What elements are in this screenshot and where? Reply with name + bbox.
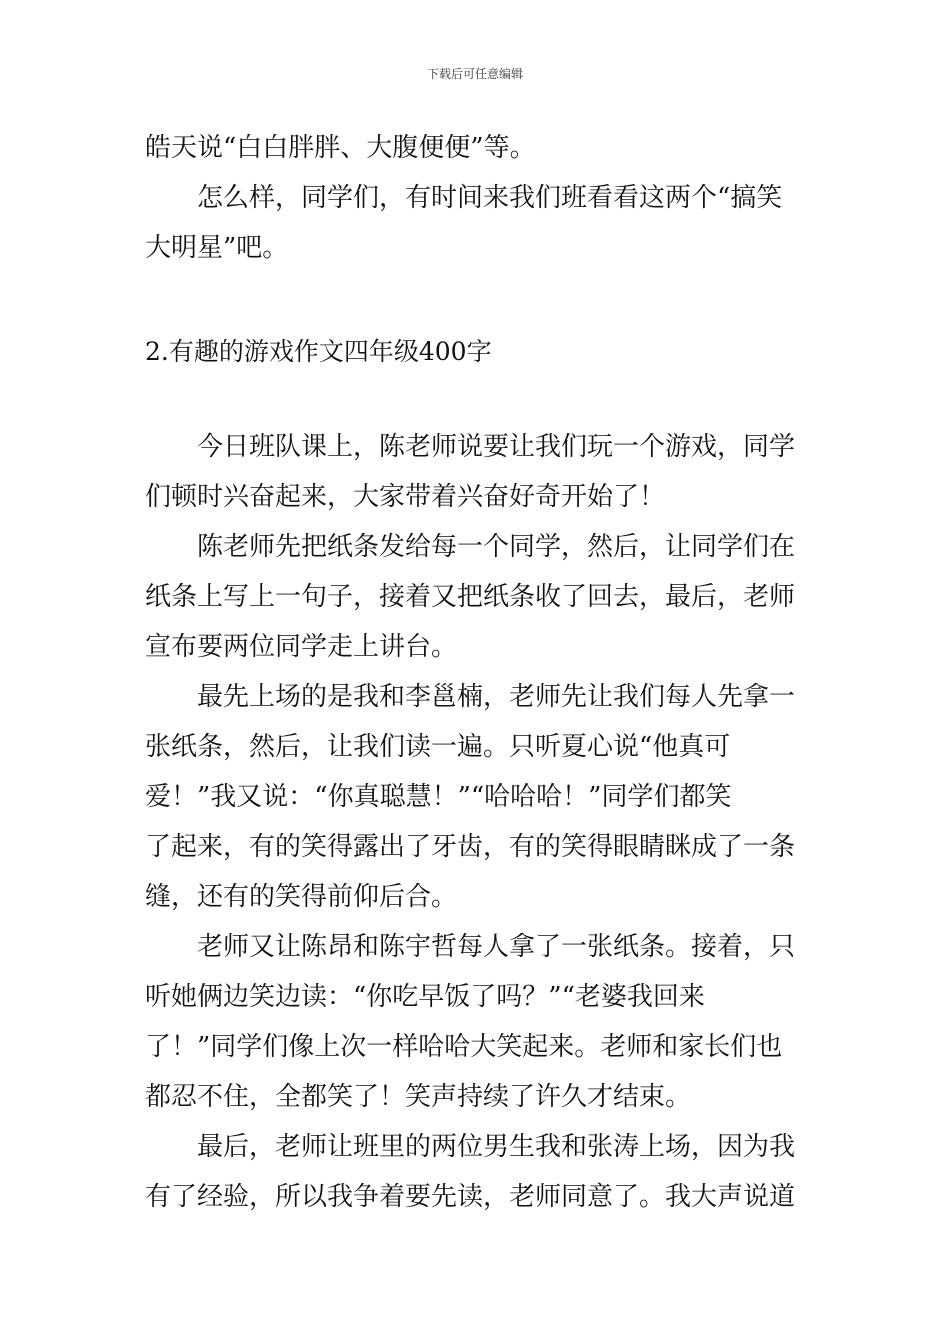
- text-line: 了！”同学们像上次一样哈哈大笑起来。老师和家长们也: [145, 1032, 783, 1062]
- text-line: 最后，老师让班里的两位男生我和张涛上场，因为我: [145, 1132, 796, 1162]
- text-line: 纸条上写上一句子，接着又把纸条收了回去，最后，老师: [145, 582, 796, 612]
- text-line: 大明星”吧。: [145, 233, 289, 263]
- text-line: 了起来，有的笑得露出了牙齿，有的笑得眼睛眯成了一条: [145, 832, 796, 862]
- text-line: 都忍不住，全都笑了！笑声持续了许久才结束。: [145, 1082, 692, 1112]
- text-line: 们顿时兴奋起来，大家带着兴奋好奇开始了！: [145, 482, 666, 512]
- text-line: 宣布要两位同学走上讲台。: [145, 632, 458, 662]
- text-line: 陈老师先把纸条发给每一个同学，然后，让同学们在: [145, 532, 796, 562]
- text-line: 怎么样，同学们，有时间来我们班看看这两个“搞笑: [145, 183, 783, 213]
- text-line: 张纸条，然后，让我们读一遍。只听夏心说“他真可: [145, 732, 731, 762]
- text-line: 爱！”我又说：“你真聪慧！”“哈哈哈！”同学们都笑: [145, 782, 732, 812]
- text-line: 皓天说“白白胖胖、大腹便便”等。: [145, 133, 536, 163]
- text-line: 缝，还有的笑得前仰后合。: [145, 882, 458, 912]
- text-line: 有了经验，所以我争着要先读，老师同意了。我大声说道: [145, 1182, 796, 1212]
- page-header-note: 下载后可任意编辑: [426, 67, 523, 81]
- text-line: 今日班队课上，陈老师说要让我们玩一个游戏，同学: [145, 432, 796, 462]
- text-line: 听她俩边笑边读：“你吃早饭了吗？”“老婆我回来: [145, 982, 705, 1012]
- section-heading: 2.有趣的游戏作文四年级400字: [145, 337, 492, 366]
- text-line: 老师又让陈昂和陈宇哲每人拿了一张纸条。接着，只: [145, 932, 796, 962]
- text-line: 最先上场的是我和李邕楠，老师先让我们每人先拿一: [145, 682, 796, 712]
